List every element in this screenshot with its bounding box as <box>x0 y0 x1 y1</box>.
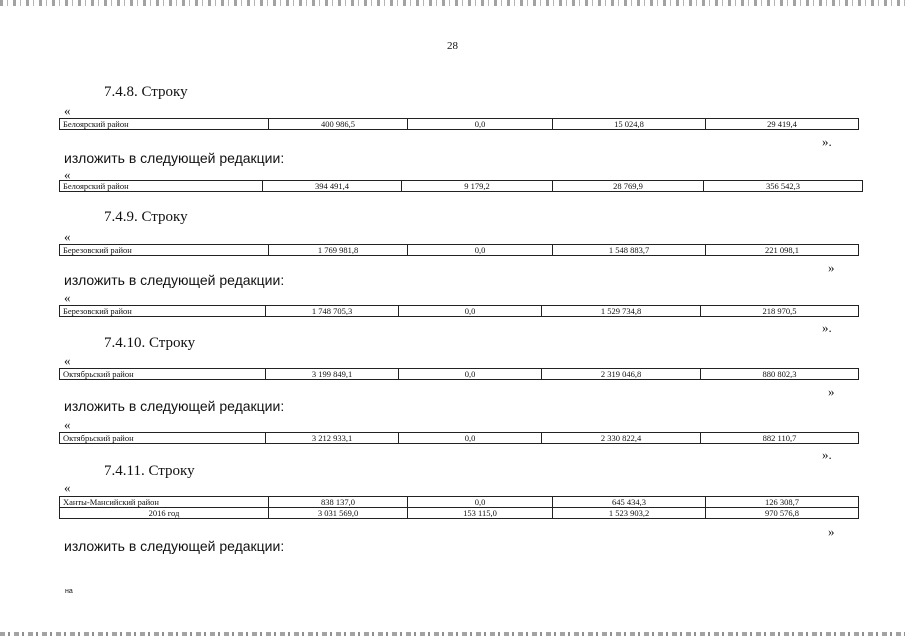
new-row-table <box>59 432 859 444</box>
table-cell: Октябрьский район <box>60 433 266 444</box>
table-row <box>60 497 859 508</box>
table-row <box>60 119 859 130</box>
table-cell: 645 434,3 <box>553 497 706 508</box>
table-cell: 2 319 046,8 <box>542 369 701 380</box>
instruction-text: изложить в следующей редакции: <box>64 272 285 288</box>
new-row-table <box>59 305 859 317</box>
table-cell: 1 748 705,3 <box>266 306 399 317</box>
table-cell: 0,0 <box>399 369 542 380</box>
table-cell: 3 199 849,1 <box>266 369 399 380</box>
table-cell: 28 769,9 <box>553 181 704 192</box>
table-cell: 2016 год <box>60 508 269 519</box>
section-heading: 7.4.11. Строку <box>104 463 195 479</box>
table-cell: 0,0 <box>408 119 553 130</box>
close-quote: ». <box>822 447 832 462</box>
close-quote: » <box>828 260 835 275</box>
close-quote: » <box>828 384 835 399</box>
open-quote: « <box>64 229 71 244</box>
table-cell: 9 179,2 <box>402 181 553 192</box>
section-heading: 7.4.8. Строку <box>104 84 188 100</box>
close-quote: ». <box>822 134 832 149</box>
table-cell: Березовский район <box>60 245 269 256</box>
table-cell: 880 802,3 <box>701 369 859 380</box>
table-row <box>60 369 859 380</box>
close-quote: ». <box>822 320 832 335</box>
scan-edge-bottom <box>0 632 905 636</box>
instruction-text: изложить в следующей редакции: <box>64 538 285 554</box>
open-quote: « <box>64 480 71 495</box>
table-row <box>60 433 859 444</box>
old-row-table <box>59 368 859 380</box>
footer-mark: на <box>65 588 73 595</box>
section-heading: 7.4.10. Строку <box>104 335 196 351</box>
table-row <box>60 181 863 192</box>
table-cell: 400 986,5 <box>269 119 408 130</box>
table-cell: Березовский район <box>60 306 266 317</box>
table-cell: Октябрьский район <box>60 369 266 380</box>
table-cell: 356 542,3 <box>704 181 863 192</box>
section-heading: 7.4.9. Строку <box>104 209 188 225</box>
table-cell: 1 523 903,2 <box>553 508 706 519</box>
table-cell: 153 115,0 <box>408 508 553 519</box>
open-quote: « <box>64 103 71 118</box>
table-cell: Ханты-Мансийский район <box>60 497 269 508</box>
table-cell: 0,0 <box>408 245 553 256</box>
table-cell: 394 491,4 <box>263 181 402 192</box>
table-row <box>60 245 859 256</box>
page-number: 28 <box>447 40 458 52</box>
table-cell: 1 548 883,7 <box>553 245 706 256</box>
table-cell: 0,0 <box>399 306 542 317</box>
old-rows-table <box>59 496 859 519</box>
table-row <box>60 306 859 317</box>
new-row-table <box>59 180 863 192</box>
table-cell: 970 576,8 <box>706 508 859 519</box>
open-quote: « <box>64 290 71 305</box>
instruction-text: изложить в следующей редакции: <box>64 150 285 166</box>
table-cell: 29 419,4 <box>706 119 859 130</box>
table-cell: 3 212 933,1 <box>266 433 399 444</box>
table-cell: 838 137,0 <box>269 497 408 508</box>
table-row <box>60 508 859 519</box>
open-quote: « <box>64 417 71 432</box>
table-cell: 0,0 <box>399 433 542 444</box>
table-cell: 3 031 569,0 <box>269 508 408 519</box>
table-cell: Белоярский район <box>60 181 263 192</box>
table-cell: 126 308,7 <box>706 497 859 508</box>
table-cell: 221 098,1 <box>706 245 859 256</box>
open-quote: « <box>64 353 71 368</box>
table-cell: 15 024,8 <box>553 119 706 130</box>
table-cell: 1 529 734,8 <box>542 306 701 317</box>
scan-edge-top <box>0 0 905 6</box>
old-row-table <box>59 244 859 256</box>
table-cell: 2 330 822,4 <box>542 433 701 444</box>
table-cell: 218 970,5 <box>701 306 859 317</box>
old-row-table <box>59 118 859 130</box>
instruction-text: изложить в следующей редакции: <box>64 398 285 414</box>
table-cell: 1 769 981,8 <box>269 245 408 256</box>
table-cell: 882 110,7 <box>701 433 859 444</box>
table-cell: 0,0 <box>408 497 553 508</box>
table-cell: Белоярский район <box>60 119 269 130</box>
close-quote: » <box>828 524 835 539</box>
open-quote: « <box>64 167 71 182</box>
